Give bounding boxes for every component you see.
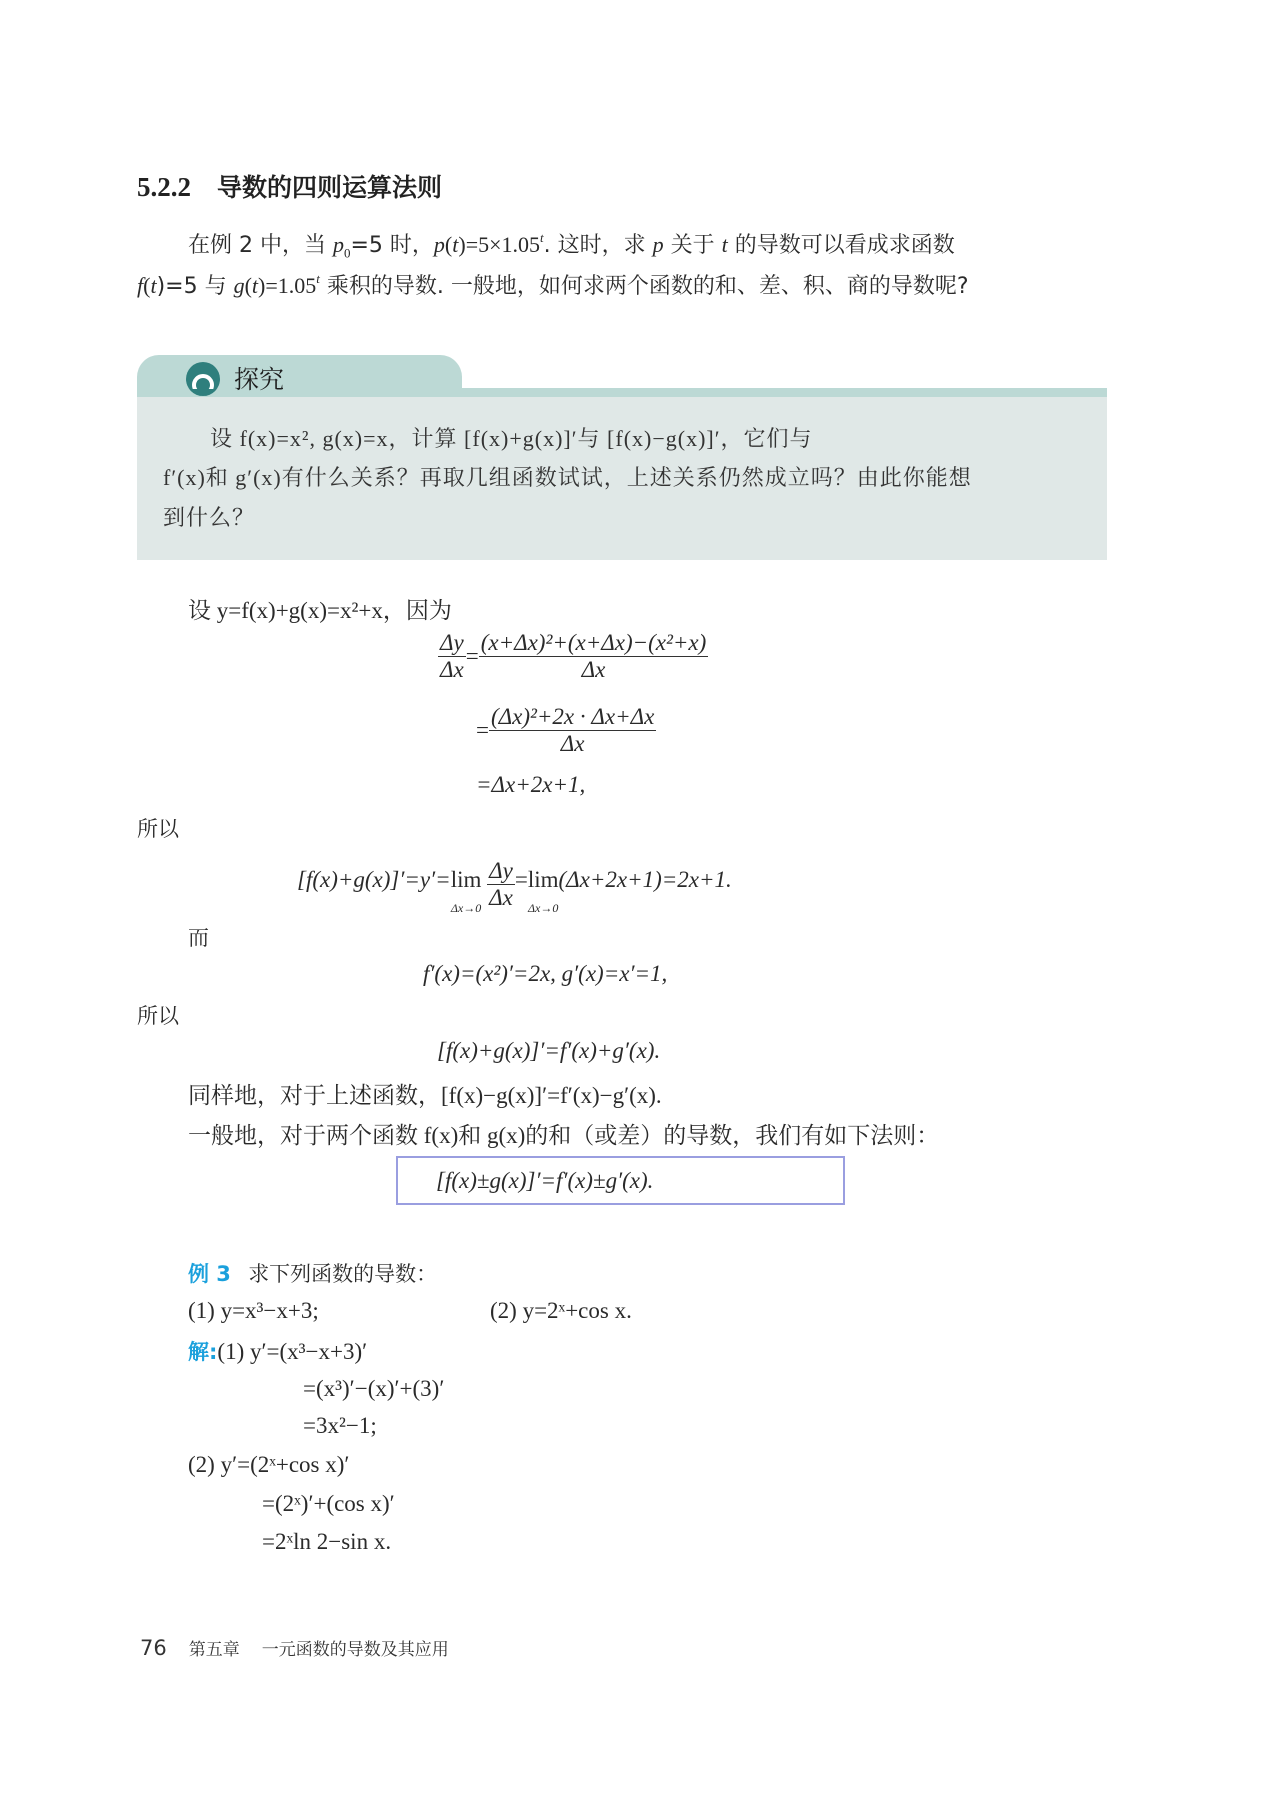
section-heading xyxy=(137,168,442,204)
chapter-title: 一元函数的导数及其应用 xyxy=(261,1640,449,1660)
derivation-setup: 设 y=f(x)+g(x)=x²+x，因为 xyxy=(188,598,452,623)
sum-rule-instance: [f(x)+g(x)]′=f′(x)+g′(x). xyxy=(437,1038,661,1063)
difference-rule-instance: 同样地，对于上述函数，[f(x)−g(x)]′=f′(x)−g′(x). xyxy=(188,1083,662,1108)
explore-title: 探究 xyxy=(234,365,285,394)
and-label: 而 xyxy=(188,926,209,950)
explore-icon xyxy=(186,362,220,396)
so-label-1: 所以 xyxy=(137,817,179,841)
example-heading xyxy=(188,1258,437,1288)
explore-line-3: 到什么？ xyxy=(163,505,256,530)
sum-difference-rule: [f(x)±g(x)]′=f′(x)±g′(x). xyxy=(436,1168,654,1193)
section-title: 导数的四则运算法则 xyxy=(217,173,443,202)
example-q1: (1) y=x³−x+3; xyxy=(188,1298,319,1323)
intro-line-1: 在例 2 中，当 $p_0=5$ 时，$p(t)=5\times 1.05^t$. 这时，求 p 关于 t 的导数可以看成求函数 xyxy=(188,230,955,261)
component-derivatives: f′(x)=(x²)′=2x, g′(x)=x′=1, xyxy=(423,961,668,986)
explore-line-1: 设 f(x)=x², g(x)=x，计算 [f(x)+g(x)]′与 [f(x)−g(x)]′，它们与 xyxy=(210,426,813,451)
solution-2-step-1: (2) y′=(2ˣ+cos x)′ xyxy=(188,1452,350,1477)
limit-equation: [f(x)+g(x)]′=y′=lim Δx→0 $\frac{\Delta y}{\Delta x}$ =lim Δx→0 (Δx+2x+1)=2x+1. xyxy=(297,858,732,915)
intro-line-2: f(t)=5 与 $g(t)=1.05^t$ 乘积的导数. 一般地，如何求两个函数的和、差、积、商的导数呢? xyxy=(137,271,969,299)
solution-label: 解: xyxy=(188,1340,218,1364)
general-statement: 一般地，对于两个函数 f(x)和 g(x)的和（或差）的导数，我们有如下法则： xyxy=(188,1123,940,1148)
example-label: 例 3 xyxy=(188,1262,231,1286)
page-footer xyxy=(140,1635,449,1660)
solution-2-step-2: =(2ˣ)′+(cos x)′ xyxy=(262,1491,395,1516)
difference-quotient-result: =Δx+2x+1, xyxy=(476,772,586,797)
section-number: 5.2.2 xyxy=(137,172,191,202)
example-prompt: 求下列函数的导数： xyxy=(248,1262,438,1286)
page-number: 76 xyxy=(140,1636,167,1660)
chapter-number: 第五章 xyxy=(188,1640,240,1660)
solution-1-step-3: =3x²−1; xyxy=(303,1413,377,1438)
solution-line-1: 解:(1) y′=(x³−x+3)′ xyxy=(188,1339,368,1364)
difference-quotient-1: $\frac{\Delta y}{\Delta x}$ = $\frac{\text{(x+Δx)²+(x+Δx)−(x²+x)}}{\Delta x}$ xyxy=(440,630,707,682)
solution-1-step-2: =(x³)′−(x)′+(3)′ xyxy=(303,1376,445,1401)
explore-line-2: f′(x)和 g′(x)有什么关系？再取几组函数试试，上述关系仍然成立吗？由此你能想 xyxy=(163,465,972,490)
difference-quotient-2: = $\frac{\text{(Δx)²+2x · Δx+Δx}}{\Delta x}$ xyxy=(476,704,655,756)
solution-2-step-3: =2ˣln 2−sin x. xyxy=(262,1529,392,1554)
so-label-2: 所以 xyxy=(137,1004,179,1028)
example-q2: (2) y=2ˣ+cos x. xyxy=(490,1298,632,1323)
